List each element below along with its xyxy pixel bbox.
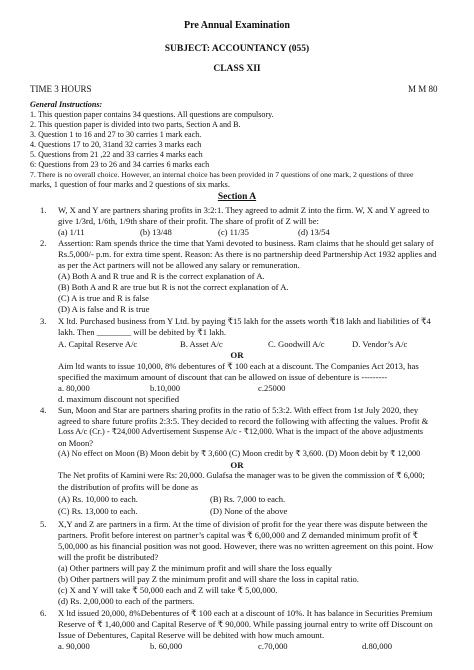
max-marks-label: M M 80: [408, 84, 438, 94]
instruction-line: 4. Questions 17 to 20, 31and 32 carries 3 marks each: [30, 140, 202, 149]
q5-text: 5,00,000 as his financial position was not good. However, there was no written agreement on this point. How: [58, 541, 434, 551]
question-number: 4.: [40, 405, 47, 415]
q4-alt-text: The Net profits of Kamini were Rs: 20,000. Gulafsa the manager was to be given the commission of ₹ 6,000;: [58, 471, 425, 480]
q1-text: give 1/3rd, 1/6th, 1/9th share of their profit. The share of profit of Z will be:: [58, 216, 319, 226]
q3-alt-option-b: b.10,000: [150, 383, 181, 393]
q3-text: X ltd. Purchased business from Y Ltd. by paying ₹15 lakh for the assets worth ₹18 lakh and liabilities of ₹4: [58, 316, 431, 326]
q4-text: agreed to share future profits 2:3:5. They decided to record the following with affecting the values. Profit &: [58, 416, 429, 426]
q3-alt-text: Aim ltd wants to issue 10,000, 8% debentures of ₹ 100 each at a discount. The Companies Act 2013, has: [58, 361, 419, 371]
q1-option-d: (d) 13/54: [298, 227, 330, 237]
q4-alt-option-b: (B) Rs. 7,000 to each.: [210, 494, 286, 504]
instruction-line: marks, 1 question of four marks and 2 questions of six marks.: [30, 180, 230, 189]
q4-text: Loss A/c (Cr.) - ₹24,000 Advertisement Suspense A/c - ₹12,000. What is the impact of the above adjustments: [58, 427, 424, 436]
q2-text: Assertion: Ram spends thrice the time that Yami devoted to business. Ram claims that he should get salary of: [58, 238, 434, 248]
instruction-line: 2. This question paper is divided into two parts, Section A and B.: [30, 120, 241, 129]
q5-option: (d) Rs. 2,00,000 to each of the partners.: [58, 596, 195, 606]
q4-alt-text: the distribution of profits will be done as: [58, 482, 199, 492]
q4-alt-option-a: (A) Rs. 10,000 to each.: [58, 494, 138, 504]
q1-option-b: (b) 13/48: [140, 227, 172, 237]
question-number: 3.: [40, 316, 47, 326]
q3-alt-option-d: d. maximum discount not specified: [58, 394, 180, 404]
q6-text: Reserve of ₹ 1,40,000 and Capital Reserve of ₹ 90,000. While passing journal entry to write off Discount on: [58, 619, 433, 629]
q4-alt-option-c: (C) Rs. 13,000 to each.: [58, 506, 138, 516]
q2-text: as per the Act partners will not be allowed any salary or remuneration.: [58, 260, 300, 270]
q6-text: X ltd issued 20,000, 8%Debentures of ₹ 100 each at a discount of 10%. It has balance in Securities Premium: [58, 608, 433, 618]
instruction-line: 6: Questions from 23 to 26 and 34 carries 6 marks each: [30, 160, 210, 169]
q2-option: (C) A is true and R is false: [58, 293, 149, 303]
q4-text: Sun, Moon and Star are partners sharing profits in the ratio of 5:3:2. With effect from 1st July 2020, they: [58, 405, 419, 415]
question-number: 1.: [40, 205, 47, 215]
q5-text: partners. Profit before interest on partner’s capital was ₹ 6,00,000 and Z demanded minimum profit of ₹: [58, 530, 418, 540]
q2-option: (D) A is false and R is true: [58, 304, 150, 314]
time-label: TIME 3 HOURS: [30, 84, 92, 94]
q3-alt-text: specified the maximum amount of discount that can be allowed on issue of debenture is ---------: [58, 372, 388, 382]
q1-text: W, X and Y are partners sharing profits in 3:2:1. They agreed to admit Z into the firm. W, X and Y agreed to: [58, 205, 430, 215]
instruction-line: 7. There is no overall choice. However, an internal choice has been provided in 7 questions of one mark, 2 questions of three: [30, 170, 414, 179]
instruction-line: 1. This question paper contains 34 questions. All questions are compulsory.: [30, 110, 274, 119]
or-divider: OR: [230, 460, 244, 470]
q5-option: (a) Other partners will pay Z the minimum profit and will share the loss equally: [58, 563, 332, 573]
q1-option-c: (c) 11/35: [218, 227, 249, 237]
q3-alt-option-a: a. 80,000: [58, 383, 90, 393]
q2-option: (B) Both A and R are true but R is not the correct explanation of A.: [58, 282, 289, 292]
q3-option-a: A. Capital Reserve A/c: [58, 339, 138, 349]
instruction-line: 5. Questions from 21 ,22 and 33 carries 4 marks each: [30, 150, 203, 159]
exam-title: Pre Annual Examination: [184, 20, 290, 31]
q5-option: (c) X and Y will take ₹ 50,000 each and Z will take ₹ 5,00,000.: [58, 585, 278, 595]
q2-option: (A) Both A and R true and R is the correct explanation of A.: [58, 271, 265, 281]
q4-alt-option-d: (D) None of the above: [210, 506, 288, 516]
q2-text: Rs.5,000/- p.m. for extra time spent. Reason: As there is no partnership deed Partnership Act 1932 applies and: [58, 249, 437, 259]
q6-option-d: d.80,000: [362, 641, 393, 651]
q3-option-b: B. Asset A/c: [180, 339, 223, 349]
q6-option-c: c.70,000: [258, 641, 288, 651]
question-number: 5.: [40, 519, 47, 529]
subject-line: SUBJECT: ACCOUNTANCY (055): [164, 44, 310, 54]
question-number: 6.: [40, 608, 47, 618]
q4-options: (A) No effect on Moon (B) Moon debit by ₹ 3,600 (C) Moon credit by ₹ 3,600. (D) Moon debit by ₹ 12,000: [58, 449, 421, 458]
instructions-heading: General Instructions:: [30, 100, 103, 109]
q6-option-b: b. 60,000: [150, 641, 183, 651]
instruction-line: 3. Question 1 to 16 and 27 to 30 carries 1 mark each.: [30, 130, 202, 139]
q3-option-c: C. Goodwill A/c: [268, 339, 325, 349]
or-divider: OR: [230, 350, 244, 360]
q5-text: will the profit be distributed?: [58, 552, 159, 562]
q5-option: (b) Other partners will pay Z the minimum profit and will share the loss in capital ratio.: [58, 574, 359, 584]
q5-text: X,Y and Z are partners in a firm. At the time of division of profit for the year there was dispute between the: [58, 519, 428, 529]
q3-option-d: D. Vendor’s A/c: [352, 339, 408, 349]
q3-alt-option-c: c.25000: [258, 383, 286, 393]
q3-text: lakh. Then ________ will be debited by ₹1 lakh.: [58, 327, 227, 337]
q4-text: on Moon?: [58, 438, 94, 448]
q1-option-a: (a) 1/11: [58, 227, 85, 237]
class-line: CLASS XII: [213, 64, 261, 74]
q6-text: Issue of Debentures, Capital Reserve will be debited with how much amount.: [58, 630, 325, 640]
q6-option-a: a. 90,000: [58, 641, 90, 651]
question-number: 2.: [40, 238, 47, 248]
section-a-heading: Section A: [217, 192, 257, 202]
